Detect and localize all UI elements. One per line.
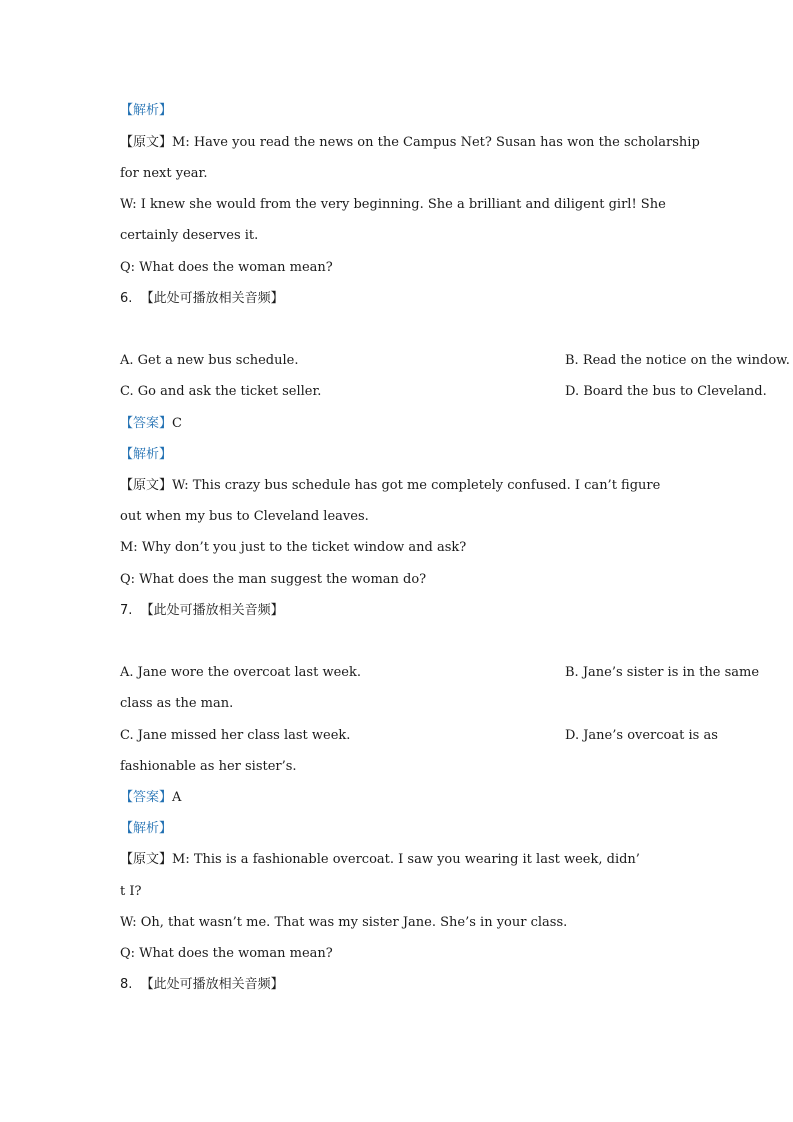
transcript-line (120, 476, 680, 496)
transcript-line (120, 133, 700, 153)
transcript-text: M: Have you read the news on the Campus Net? Susan has won the scholarship (172, 135, 700, 150)
option-continuation: class as the man. (120, 696, 234, 711)
option-b: B. Read the notice on the window. (565, 353, 790, 368)
question-number: 6. (120, 291, 133, 306)
options-row (120, 726, 720, 746)
option-a: A. Get a new bus schedule. (120, 353, 299, 368)
option-b: B. Jane’s sister is in the same (565, 665, 760, 680)
analysis-tag: 【解析】 (120, 447, 173, 462)
question-6-header (120, 289, 680, 309)
option-a: A. Jane wore the overcoat last week. (120, 665, 361, 680)
options-row (120, 663, 760, 683)
analysis-tag: 【解析】 (120, 821, 173, 836)
option-continuation: fashionable as her sister’s. (120, 759, 297, 774)
transcript-line: for next year. (120, 166, 208, 181)
transcript-line (120, 850, 680, 870)
answer-value: A (172, 790, 182, 805)
transcript-line: W: Oh, that wasn’t me. That was my sister Jane. She’s in your class. (120, 915, 568, 930)
original-text-tag: 【原文】 (120, 135, 173, 150)
audio-placeholder[interactable]: 【此处可播放相关音频】 (140, 603, 284, 618)
analysis-heading (120, 819, 680, 839)
original-text-tag: 【原文】 (120, 478, 173, 493)
options-row (120, 382, 767, 402)
question-number: 8. (120, 977, 133, 992)
original-text-tag: 【原文】 (120, 852, 173, 867)
analysis-heading (120, 101, 680, 121)
options-row (120, 351, 790, 371)
analysis-tag: 【解析】 (120, 103, 173, 118)
answer-tag: 【答案】 (120, 790, 173, 805)
question-number: 7. (120, 603, 133, 618)
answer-line (120, 414, 680, 434)
answer-value: C (172, 416, 182, 431)
option-d: D. Board the bus to Cleveland. (565, 384, 767, 399)
option-c: C. Jane missed her class last week. (120, 728, 351, 743)
question-line: Q: What does the man suggest the woman do? (120, 572, 427, 587)
analysis-heading (120, 445, 680, 465)
transcript-line: W: I knew she would from the very beginning. She a brilliant and diligent girl! She (120, 197, 666, 212)
transcript-line: out when my bus to Cleveland leaves. (120, 509, 369, 524)
answer-tag: 【答案】 (120, 416, 173, 431)
transcript-text: M: This is a fashionable overcoat. I saw you wearing it last week, didn’ (172, 852, 640, 867)
transcript-line: t I? (120, 884, 142, 899)
transcript-text: W: This crazy bus schedule has got me completely confused. I can’t figure (172, 478, 661, 493)
transcript-line: M: Why don’t you just to the ticket window and ask? (120, 540, 467, 555)
question-line: Q: What does the woman mean? (120, 946, 333, 961)
question-7-header (120, 601, 680, 621)
transcript-line: certainly deserves it. (120, 228, 259, 243)
option-d: D. Jane’s overcoat is as (565, 728, 718, 743)
question-line: Q: What does the woman mean? (120, 260, 333, 275)
question-8-header (120, 975, 680, 995)
audio-placeholder[interactable]: 【此处可播放相关音频】 (140, 291, 284, 306)
option-c: C. Go and ask the ticket seller. (120, 384, 322, 399)
answer-line (120, 788, 680, 808)
audio-placeholder[interactable]: 【此处可播放相关音频】 (140, 977, 284, 992)
